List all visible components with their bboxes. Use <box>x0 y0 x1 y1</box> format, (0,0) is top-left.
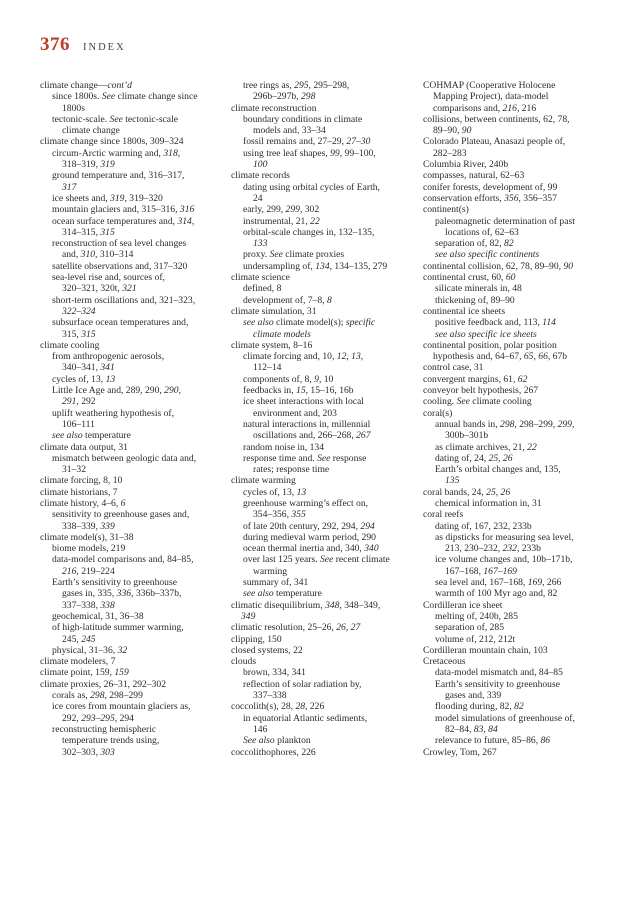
index-subentry: mountain glaciers and, 315–316, 316 <box>52 204 195 216</box>
index-subentry: sea level and, 167–168, 169, 266 <box>435 577 562 589</box>
index-entry: climate cooling <box>40 339 100 351</box>
index-subentry: geochemical, 31, 36–38 <box>52 610 144 622</box>
index-entry: conveyor belt hypothesis, 267 <box>423 385 539 397</box>
index-subentry: circum-Arctic warming and, 318, 318–319, 319 <box>52 147 181 171</box>
index-entry: Crowley, Tom, 267 <box>423 746 497 758</box>
index-subentry: see also temperature <box>52 430 131 442</box>
index-entry: compasses, natural, 62–63 <box>423 170 525 182</box>
index-subentry: separation of, 285 <box>435 622 505 634</box>
index-entry: climate data output, 31 <box>40 441 128 453</box>
index-entry: climate proxies, 26–31, 292–302 <box>40 678 167 690</box>
index-subentry: climate forcing and, 10, 12, 13, 112–14 <box>243 351 364 374</box>
index-subentry: subsurface ocean temperatures and, 315, 315 <box>52 317 189 340</box>
index-subentry: in equatorial Atlantic sediments, 146 <box>243 712 368 735</box>
index-subentry: proxy. See climate proxies <box>243 249 345 261</box>
index-subentry: of late 20th century, 292, 294, 294 <box>243 520 375 532</box>
index-subentry: development of, 7–8, 8 <box>243 294 332 306</box>
index-subentry: ice sheet interactions with local environment and, 203 <box>243 396 364 419</box>
index-entry: climate simulation, 31 <box>231 305 317 317</box>
index-subentry: dating of, 24, 25, 26 <box>435 452 513 464</box>
page-number: 376 <box>40 34 70 55</box>
index-entry: climate model(s), 31–38 <box>40 531 134 543</box>
index-subentry: corals as, 298, 298–299 <box>52 690 143 702</box>
index-entry: climate reconstruction <box>231 102 317 114</box>
index-subentry: greenhouse warming’s effect on, 354–356, 355 <box>243 497 369 521</box>
index-entry: climate change since 1800s, 309–324 <box>40 136 184 148</box>
index-subentry: components of, 8, 9, 10 <box>243 373 334 385</box>
index-entry: Columbia River, 240b <box>423 159 509 171</box>
index-subentry: silicate minerals in, 48 <box>435 283 522 295</box>
index-subentry: paleomagnetic determination of past locations of, 62–63 <box>435 215 575 238</box>
index-entry: continental crust, 60, 60 <box>423 272 516 284</box>
index-subentry: see also specific continents <box>435 249 540 261</box>
index-subentry: See also plankton <box>243 735 311 747</box>
index-subentry: ground temperature and, 316–317, 317 <box>52 170 185 193</box>
index-entry: climate science <box>231 272 290 284</box>
index-subentry: cycles of, 13, 13 <box>243 486 307 498</box>
index-subentry: ice cores from mountain glaciers as, 292, 293–295, 294 <box>52 701 191 724</box>
index-entry: climate system, 8–16 <box>231 339 313 351</box>
index-subentry: natural interactions in, millennial oscillations and, 266–268, 267 <box>243 418 371 442</box>
index-entry: climate point, 159, 159 <box>40 667 129 679</box>
index-subentry: annual bands in, 298, 298–299, 299, 300b–301b <box>435 418 575 442</box>
index-subentry: undersampling of, 134, 134–135, 279 <box>243 260 388 272</box>
index-subentry: separation of, 82, 82 <box>435 238 514 250</box>
index-subentry: physical, 31–36, 32 <box>52 644 128 656</box>
index-subentry: summary of, 341 <box>243 577 309 589</box>
index-entry: climatic resolution, 25–26, 26, 27 <box>231 622 361 634</box>
index-entry: coccolithophores, 226 <box>231 746 316 758</box>
index-subentry: flooding during, 82, 82 <box>435 701 524 713</box>
index-subentry: defined, 8 <box>243 283 282 295</box>
index-subentry: instrumental, 21, 22 <box>243 215 320 227</box>
index-entry: coral bands, 24, 25, 26 <box>423 486 511 498</box>
index-entry: climatic disequilibrium, 348, 348–349, 349 <box>231 599 381 622</box>
index-subentry: random noise in, 134 <box>243 441 325 453</box>
index-subentry: dating using orbital cycles of Earth, 24 <box>243 181 380 204</box>
index-subentry: Little Ice Age and, 289, 290, 290, 291, 292 <box>52 385 181 408</box>
index-subentry: as climate archives, 21, 22 <box>435 441 537 453</box>
index-entry: control case, 31 <box>423 362 484 374</box>
index-subentry: warmth of 100 Myr ago and, 82 <box>435 588 558 600</box>
index-entry: climate forcing, 8, 10 <box>40 475 123 487</box>
index-subentry: thickening of, 89–90 <box>435 294 515 306</box>
index-subentry: positive feedback and, 113, 114 <box>435 317 556 329</box>
index-subentry: uplift weathering hypothesis of, 106–111 <box>52 407 175 430</box>
index-subentry: short-term oscillations and, 321–323, 322–324 <box>52 294 196 317</box>
index-subentry: volume of, 212, 212t <box>435 633 516 645</box>
index-subentry: ice volume changes and, 10b–171b, 167–168, 167–169 <box>435 554 573 577</box>
index-subentry: cycles of, 13, 13 <box>52 373 116 385</box>
index-entry: COHMAP (Cooperative Holocene Mapping Project), data-model comparisons and, 216, 216 <box>423 80 556 114</box>
index-subentry: mismatch between geologic data and, 31–32 <box>52 452 197 476</box>
index-entry: Cordilleran mountain chain, 103 <box>423 644 548 656</box>
index-entry: collisions, between continents, 62, 78, 89–90, 90 <box>423 113 570 137</box>
index-subentry: orbital-scale changes in, 132–135, 133 <box>243 226 375 250</box>
index-entry: climate records <box>231 170 290 182</box>
index-subentry: during medieval warm period, 290 <box>243 531 376 543</box>
index-subentry: from anthropogenic aerosols, 340–341, 341 <box>52 351 165 374</box>
index-subentry: reconstructing hemispheric temperature trends using, 302–303, 303 <box>52 723 160 758</box>
index-subentry: early, 299, 299, 302 <box>243 204 320 216</box>
index-entry: coral reefs <box>423 509 464 521</box>
index-entry: continent(s) <box>423 204 469 216</box>
index-entry: Colorado Plateau, Anasazi people of, 282–283 <box>423 136 566 159</box>
page-header <box>40 34 126 56</box>
index-subentry: model simulations of greenhouse of, 82–84, 83, 84 <box>435 712 575 735</box>
index-subentry: dating of, 167, 232, 233b <box>435 520 532 532</box>
index-entry: climate historians, 7 <box>40 486 118 498</box>
index-subentry: data-model comparisons and, 84–85, 216, 219–224 <box>52 554 194 577</box>
index-entry: convergent margins, 61, 62 <box>423 373 528 385</box>
index-subentry: Earth’s sensitivity to greenhouse gases in, 335, 336, 336b–337b, 337–338, 338 <box>52 577 182 611</box>
index-subentry: fossil remains and, 27–29, 27–30 <box>243 136 371 148</box>
index-entry: climate warming <box>231 475 296 487</box>
index-subentry: ocean thermal inertia and, 340, 340 <box>243 543 379 555</box>
index-entry: continental position, polar position hypothesis and, 64–67, 65, 66, 67b <box>423 339 568 363</box>
index-subentry: of high-latitude summer warming, 245, 245 <box>52 622 184 645</box>
index-subentry: biome models, 219 <box>52 543 126 555</box>
index-entry: continental collision, 62, 78, 89–90, 90 <box>423 260 574 272</box>
index-entry: coral(s) <box>423 407 453 419</box>
index-column-2 <box>231 80 403 758</box>
index-entry: climate history, 4–6, 6 <box>40 497 126 509</box>
index-subentry: response time and. See response rates; response time <box>243 452 367 476</box>
index-subentry: ocean surface temperatures and, 314, 314–315, 315 <box>52 215 195 238</box>
index-column-1 <box>40 80 212 758</box>
index-entry: coccolith(s), 28, 28, 226 <box>231 701 325 713</box>
index-subentry: tree rings as, 295, 295–298, 296b–297b, 298 <box>243 80 350 103</box>
index-subentry: sensitivity to greenhouse gases and, 338–339, 339 <box>52 509 190 532</box>
index-entry: closed systems, 22 <box>231 644 303 656</box>
index-subentry: as dipsticks for measuring sea level, 213, 230–232, 232, 233b <box>435 531 574 555</box>
index-entry: conifer forests, development of, 99 <box>423 181 558 193</box>
index-entry: clouds <box>231 656 257 668</box>
index-subentry: over last 125 years. See recent climate warming <box>243 554 390 577</box>
index-entry: continental ice sheets <box>423 305 506 317</box>
index-subentry: chemical information in, 31 <box>435 497 542 509</box>
index-subentry: reflection of solar radiation by, 337–338 <box>243 678 362 702</box>
index-entry: climate change—cont’d <box>40 80 132 91</box>
index-subentry: satellite observations and, 317–320 <box>52 260 188 272</box>
index-subentry: see also climate model(s); specific climate models <box>243 317 376 340</box>
index-subentry: feedbacks in, 15, 15–16, 16b <box>243 385 354 397</box>
index-entry: Cretaceous <box>423 656 466 668</box>
index-subentry: reconstruction of sea level changes and, 310, 310–314 <box>52 238 187 261</box>
index-subentry: Earth’s sensitivity to greenhouse gases and, 339 <box>435 678 560 702</box>
index-subentry: melting of, 240b, 285 <box>435 610 518 622</box>
index-entry: conservation efforts, 356, 356–357 <box>423 192 557 204</box>
index-subentry: see also temperature <box>243 588 322 600</box>
index-entry: cooling. See climate cooling <box>423 396 532 408</box>
index-subentry: brown, 334, 341 <box>243 667 306 679</box>
index-subentry: using tree leaf shapes, 99, 99–100, 100 <box>243 147 376 171</box>
index-subentry: see also specific ice sheets <box>435 328 537 340</box>
index-entry: climate modelers, 7 <box>40 656 116 668</box>
index-subentry: boundary conditions in climate models and, 33–34 <box>243 113 363 137</box>
index-subentry: ice sheets and, 319, 319–320 <box>52 192 163 204</box>
index-subentry: since 1800s. See climate change since 1800s <box>52 91 198 114</box>
index-subentry: data-model mismatch and, 84–85 <box>435 667 563 679</box>
index-subentry: tectonic-scale. See tectonic-scale climate change <box>52 113 178 137</box>
index-entry: Cordilleran ice sheet <box>423 599 503 611</box>
index-entry: clipping, 150 <box>231 633 282 645</box>
index-subentry: Earth’s orbital changes and, 135, 135 <box>435 464 561 487</box>
index-column-3 <box>423 80 595 758</box>
running-head: INDEX <box>83 42 126 53</box>
index-subentry: relevance to future, 85–86, 86 <box>435 735 551 747</box>
index-subentry: sea-level rise and, sources of, 320–321, 320t, 321 <box>52 272 165 295</box>
